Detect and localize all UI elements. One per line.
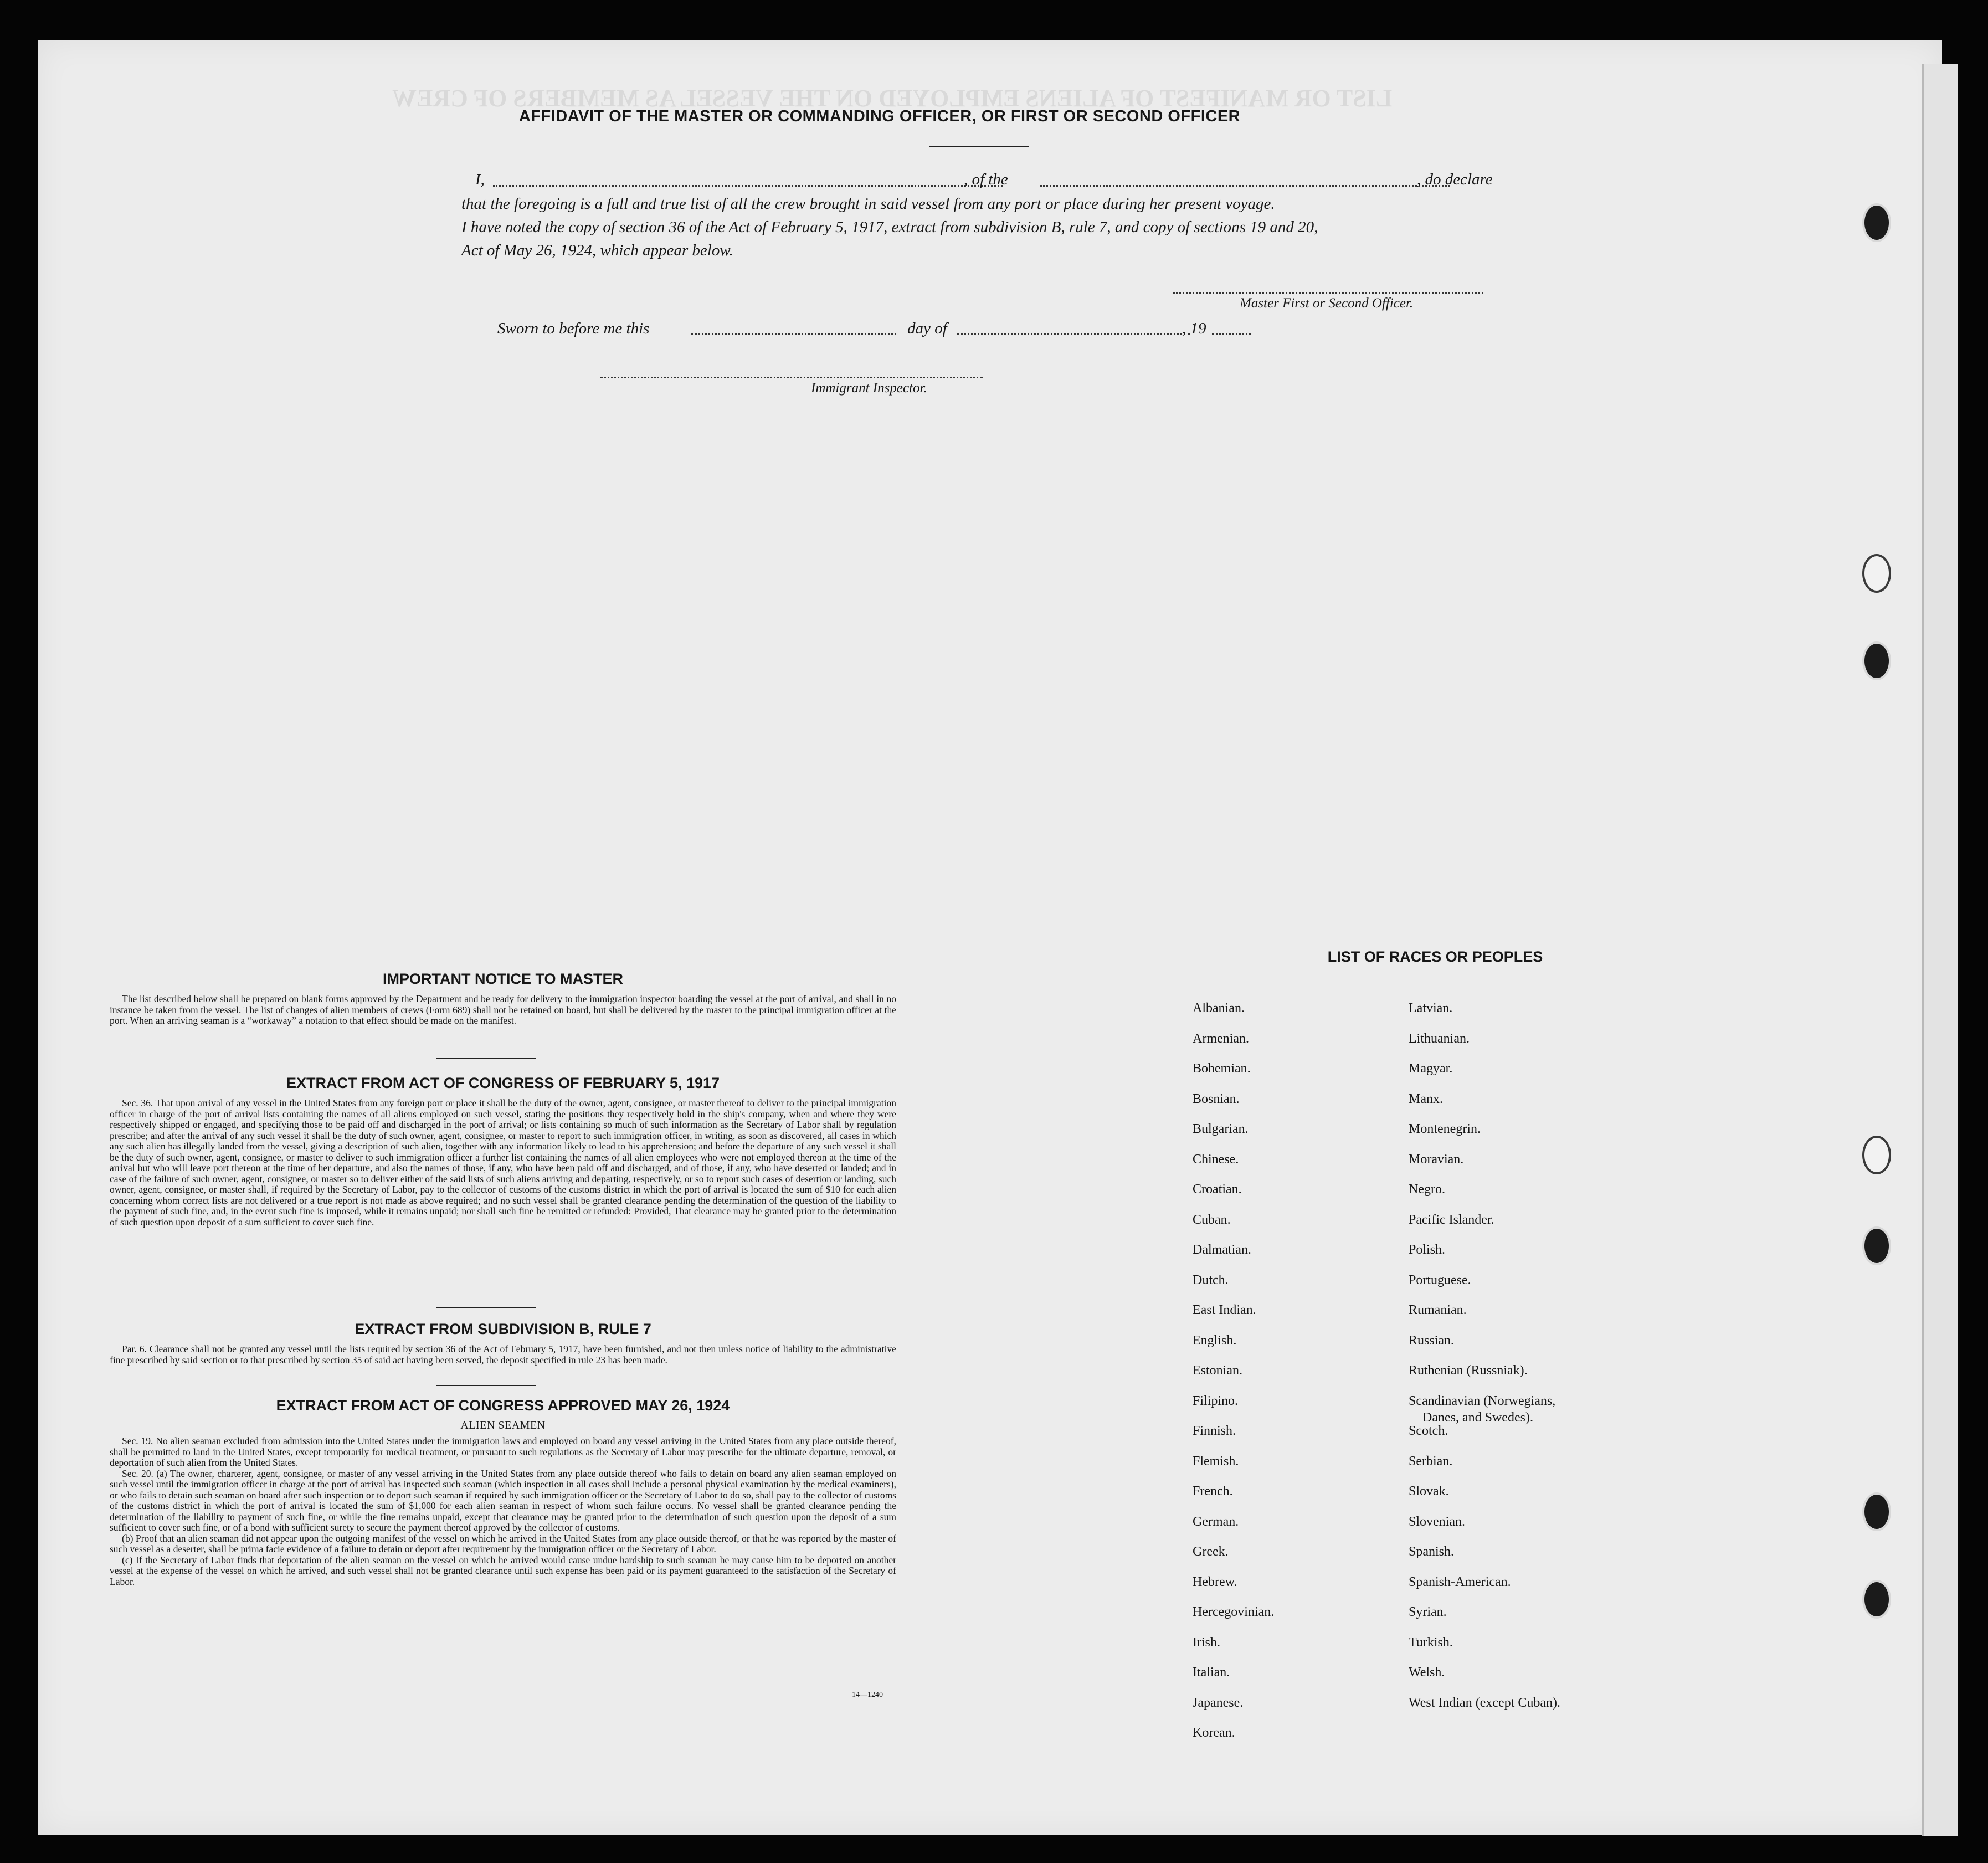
race-item: Spanish. xyxy=(1409,1544,1455,1559)
binder-hole xyxy=(1862,1136,1891,1174)
inspector-caption: Immigrant Inspector. xyxy=(811,381,927,396)
sworn-year-blank xyxy=(1212,333,1251,335)
race-item: Bohemian. xyxy=(1193,1061,1251,1076)
race-item: Turkish. xyxy=(1409,1635,1453,1650)
race-item: Moravian. xyxy=(1409,1152,1464,1167)
race-item: English. xyxy=(1193,1333,1237,1348)
binder-hole xyxy=(1862,1492,1891,1531)
extract-1917-title: EXTRACT FROM ACT OF CONGRESS OF FEBRUARY 5, 1917 xyxy=(286,1075,720,1091)
binder-hole xyxy=(1862,554,1891,593)
affidavit-line-4: Act of May 26, 1924, which appear below. xyxy=(461,242,733,259)
affidavit-of-the-label: , of the xyxy=(964,171,1008,188)
race-item: Slovak. xyxy=(1409,1484,1449,1498)
race-item: Montenegrin. xyxy=(1409,1122,1481,1136)
race-item: Bosnian. xyxy=(1193,1091,1240,1106)
affidavit-title: AFFIDAVIT OF THE MASTER OR COMMANDING OFFICER, OR FIRST OR SECOND OFFICER xyxy=(518,107,1241,125)
sec-20b: (b) Proof that an alien seaman did not appear upon the outgoing manifest of the vessel on which he arrived in the United States from any place outside thereof, or that he was reported by the master of such vessel as a deserter, shall be prima facie evidence of a failure to detain or deport after requirement by the immigration officer or the Secretary of Labor. xyxy=(110,1532,896,1554)
race-item: Latvian. xyxy=(1409,1001,1453,1015)
races-title: LIST OF RACES OR PEOPLES xyxy=(1327,948,1543,965)
extract-1917-body: Sec. 36. That upon arrival of any vessel in the United States from any foreign port or place it shall be the duty of the owner, agent, consignee, or master thereof to deliver to the principal immigration officer in charge of the port of arrival lists containing the names of all aliens employed on such vessel, stating the positions they respectively hold in the ship's company, when and where they were respectively shipped or engaged, and specifying those to be paid off and discharged in the port of arrival; or lists containing so much of such information as the Secretary of Labor shall by regulation prescribe; and after the arrival of any such vessel it shall be the duty of such owner, agent, consignee, or master to report to such immigration officer, in writing, as soon as discovered, all cases in which any such alien has illegally landed from the vessel, giving a description of such alien, together with any information likely to lead to his apprehension; and before the departure of any such vessel it shall be the duty of such owner, agent, consignee, or master to deliver to such immigration officer a further list containing the names of all alien employees who were not employed thereon at the time of the arrival but who will leave port thereon at the time of her departure, and also the names of those, if any, who have been paid off and discharged, and of those, if any, who have deserted or landed; and in case of the failure of such owner, agent, consignee, or master so to deliver either of the said lists of such aliens arriving and departing, respectively, or so to report such cases of desertion or landing, such owner, agent, consignee, or master shall, if required by the Secretary of Labor, pay to the collector of customs of the customs district in which the port of arrival is located the sum of $10 for each alien concerning whom correct lists are not delivered or a true report is not made as above required; and no such vessel shall be granted clearance pending the determination of the question of the liability to the payment of such fine, and, in the event such fine is imposed, while it remains unpaid; nor shall such fine be remitted or refunded: Provided, That clearance may be granted prior to the determination of such question upon deposit of a sum sufficient to cover such fine. xyxy=(110,1097,896,1228)
race-item: Scandinavian (Norwegians, xyxy=(1409,1393,1556,1408)
race-item: Filipino. xyxy=(1193,1393,1239,1408)
sworn-label: Sworn to before me this xyxy=(497,320,650,337)
race-item: West Indian (except Cuban). xyxy=(1409,1695,1560,1710)
affidavit-line-3: I have noted the copy of section 36 of the Act of February 5, 1917, extract from subdivision B, rule 7, and copy of sections 19 and 20, xyxy=(461,218,1318,236)
race-item: Welsh. xyxy=(1409,1665,1445,1680)
race-item: Chinese. xyxy=(1193,1152,1239,1167)
race-item: Slovenian. xyxy=(1409,1514,1465,1529)
race-item: Serbian. xyxy=(1409,1454,1453,1469)
notice-title: IMPORTANT NOTICE TO MASTER xyxy=(383,971,623,987)
rule7-divider xyxy=(436,1385,536,1386)
sec-19: Sec. 19. No alien seaman excluded from admission into the United States under the immigration laws and employed on board any vessel arriving in the United States from any place outside thereof, shall be permitted to land in the United States, except temporarily for medical treatment, or pursuant to such regulations as the Secretary of Labor may prescribe for the ultimate departure, removal, or deportation of such alien from the United States. xyxy=(110,1435,896,1468)
affidavit-i-label: I, xyxy=(475,171,485,188)
sworn-day-blank xyxy=(691,333,896,335)
race-item: French. xyxy=(1193,1484,1233,1498)
race-item: Portuguese. xyxy=(1409,1272,1471,1287)
race-item: Lithuanian. xyxy=(1409,1031,1470,1046)
race-item: Armenian. xyxy=(1193,1031,1249,1046)
rule7-title: EXTRACT FROM SUBDIVISION B, RULE 7 xyxy=(355,1321,651,1337)
race-item: Dalmatian. xyxy=(1193,1243,1251,1257)
race-item: Danes, and Swedes). xyxy=(1422,1410,1533,1425)
race-item: Negro. xyxy=(1409,1182,1445,1197)
race-item: Manx. xyxy=(1409,1091,1443,1106)
extract-1924-title: EXTRACT FROM ACT OF CONGRESS APPROVED MAY 26, 1924 xyxy=(276,1397,730,1414)
race-item: Dutch. xyxy=(1193,1272,1229,1287)
master-signature-line xyxy=(1173,292,1483,294)
race-item: Hercegovinian. xyxy=(1193,1605,1275,1619)
race-item: Flemish. xyxy=(1193,1454,1239,1469)
affidavit-declare-label: , do declare xyxy=(1417,171,1493,188)
year-label: , 19 xyxy=(1182,320,1206,337)
binder-hole xyxy=(1862,203,1891,242)
race-item: Syrian. xyxy=(1409,1605,1447,1619)
rule7-body: Par. 6. Clearance shall not be granted any vessel until the lists required by section 36 of the Act of February 5, 1917, have been furnished, and not then unless notice of liability to the administrative fine prescribed by said section or to that prescribed by section 35 of said act having been served, the deposit specified in rule 23 has been made. xyxy=(110,1343,896,1366)
day-of-label: day of xyxy=(907,320,947,337)
race-item: Russian. xyxy=(1409,1333,1455,1348)
race-item: Scotch. xyxy=(1409,1424,1448,1438)
page-edge xyxy=(1922,64,1958,1836)
race-item: Japanese. xyxy=(1193,1695,1244,1710)
sec-20c: (c) If the Secretary of Labor finds that deportation of the alien seaman on the vessel on which he arrived would cause undue hardship to such seaman he may cause him to be deported on another vessel at the expense of the vessel on which he arrived, and such vessel shall not be granted clearance until such expense has been paid or its payment guaranteed to the satisfaction of the Secretary of Labor. xyxy=(110,1554,896,1587)
notice-divider xyxy=(436,1058,536,1059)
race-item: Irish. xyxy=(1193,1635,1220,1650)
race-item: German. xyxy=(1193,1514,1239,1529)
race-item: Spanish-American. xyxy=(1409,1574,1511,1589)
affidavit-line-2: that the foregoing is a full and true list of all the crew brought in said vessel from any port or place during her present voyage. xyxy=(461,195,1275,213)
race-item: Finnish. xyxy=(1193,1424,1236,1438)
race-item: Albanian. xyxy=(1193,1001,1245,1015)
extract-1924-body xyxy=(110,1436,896,1587)
sec-20a: Sec. 20. (a) The owner, charterer, agent, consignee, or master of any vessel arriving in the United States from any place outside thereof who fails to detain on board any alien seaman employed on such vessel until the immigration officer in charge at the port of arrival has inspected such seaman (which inspection in all cases shall include a personal physical examination by the medical examiners), or who fails to detain such seaman on board after such inspection or to deport such seaman if required by such immigration officer or the Secretary of Labor to do so, shall pay to the collector of customs of the customs district in which the port of arrival is located the sum of $1,000 for each alien seaman in respect of whom such failure occurs. No vessel shall be granted clearance pending the determination of the liability to payment of such fine, or while the fine remains unpaid, except that clearance may be granted prior to the determination of such question upon the deposit of a sum sufficient to cover such fine, or of a bond with sufficient surety to secure the payment thereof approved by the collector of customs. xyxy=(110,1467,896,1533)
race-item: Ruthenian (Russniak). xyxy=(1409,1363,1528,1378)
race-item: Rumanian. xyxy=(1409,1303,1467,1317)
bleed-through-header: LIST OR MANIFEST OF ALIENS EMPLOYED ON THE VESSEL AS MEMBERS OF CREW xyxy=(392,85,1393,112)
name-blank xyxy=(493,185,1003,187)
race-item: Croatian. xyxy=(1193,1182,1242,1197)
race-item: East Indian. xyxy=(1193,1303,1256,1317)
race-item: Hebrew. xyxy=(1193,1574,1237,1589)
race-item: Polish. xyxy=(1409,1243,1446,1257)
binder-hole xyxy=(1862,1226,1891,1265)
race-item: Bulgarian. xyxy=(1193,1122,1249,1136)
form-number: 14—1240 xyxy=(852,1691,883,1699)
title-divider xyxy=(929,146,1029,147)
race-item: Greek. xyxy=(1193,1544,1229,1559)
race-item: Cuban. xyxy=(1193,1212,1231,1227)
extract-1917-divider xyxy=(436,1307,536,1308)
race-item: Estonian. xyxy=(1193,1363,1242,1378)
document-page xyxy=(38,40,1942,1835)
race-item: Italian. xyxy=(1193,1665,1230,1680)
race-item: Magyar. xyxy=(1409,1061,1453,1076)
alien-seamen-subtitle: ALIEN SEAMEN xyxy=(460,1419,546,1431)
binder-hole xyxy=(1862,641,1891,680)
vessel-blank xyxy=(1040,185,1450,187)
master-caption: Master First or Second Officer. xyxy=(1240,296,1414,311)
race-item: Korean. xyxy=(1193,1726,1235,1740)
sworn-month-blank xyxy=(957,333,1190,335)
notice-body: The list described below shall be prepared on blank forms approved by the Department and be ready for delivery to the immigration inspector boarding the vessel at the port of arrival, and shall in no instance be taken from the vessel. The list of changes of alien members of crews (Form 689) shall not be retained on board, but shall be delivered by the master to the principal immigration officer at the port. When an arriving seaman is a “workaway” a notation to that effect should be made on the manifest. xyxy=(110,993,896,1026)
race-item: Pacific Islander. xyxy=(1409,1212,1494,1227)
inspector-signature-line xyxy=(600,377,983,378)
binder-hole xyxy=(1862,1580,1891,1619)
